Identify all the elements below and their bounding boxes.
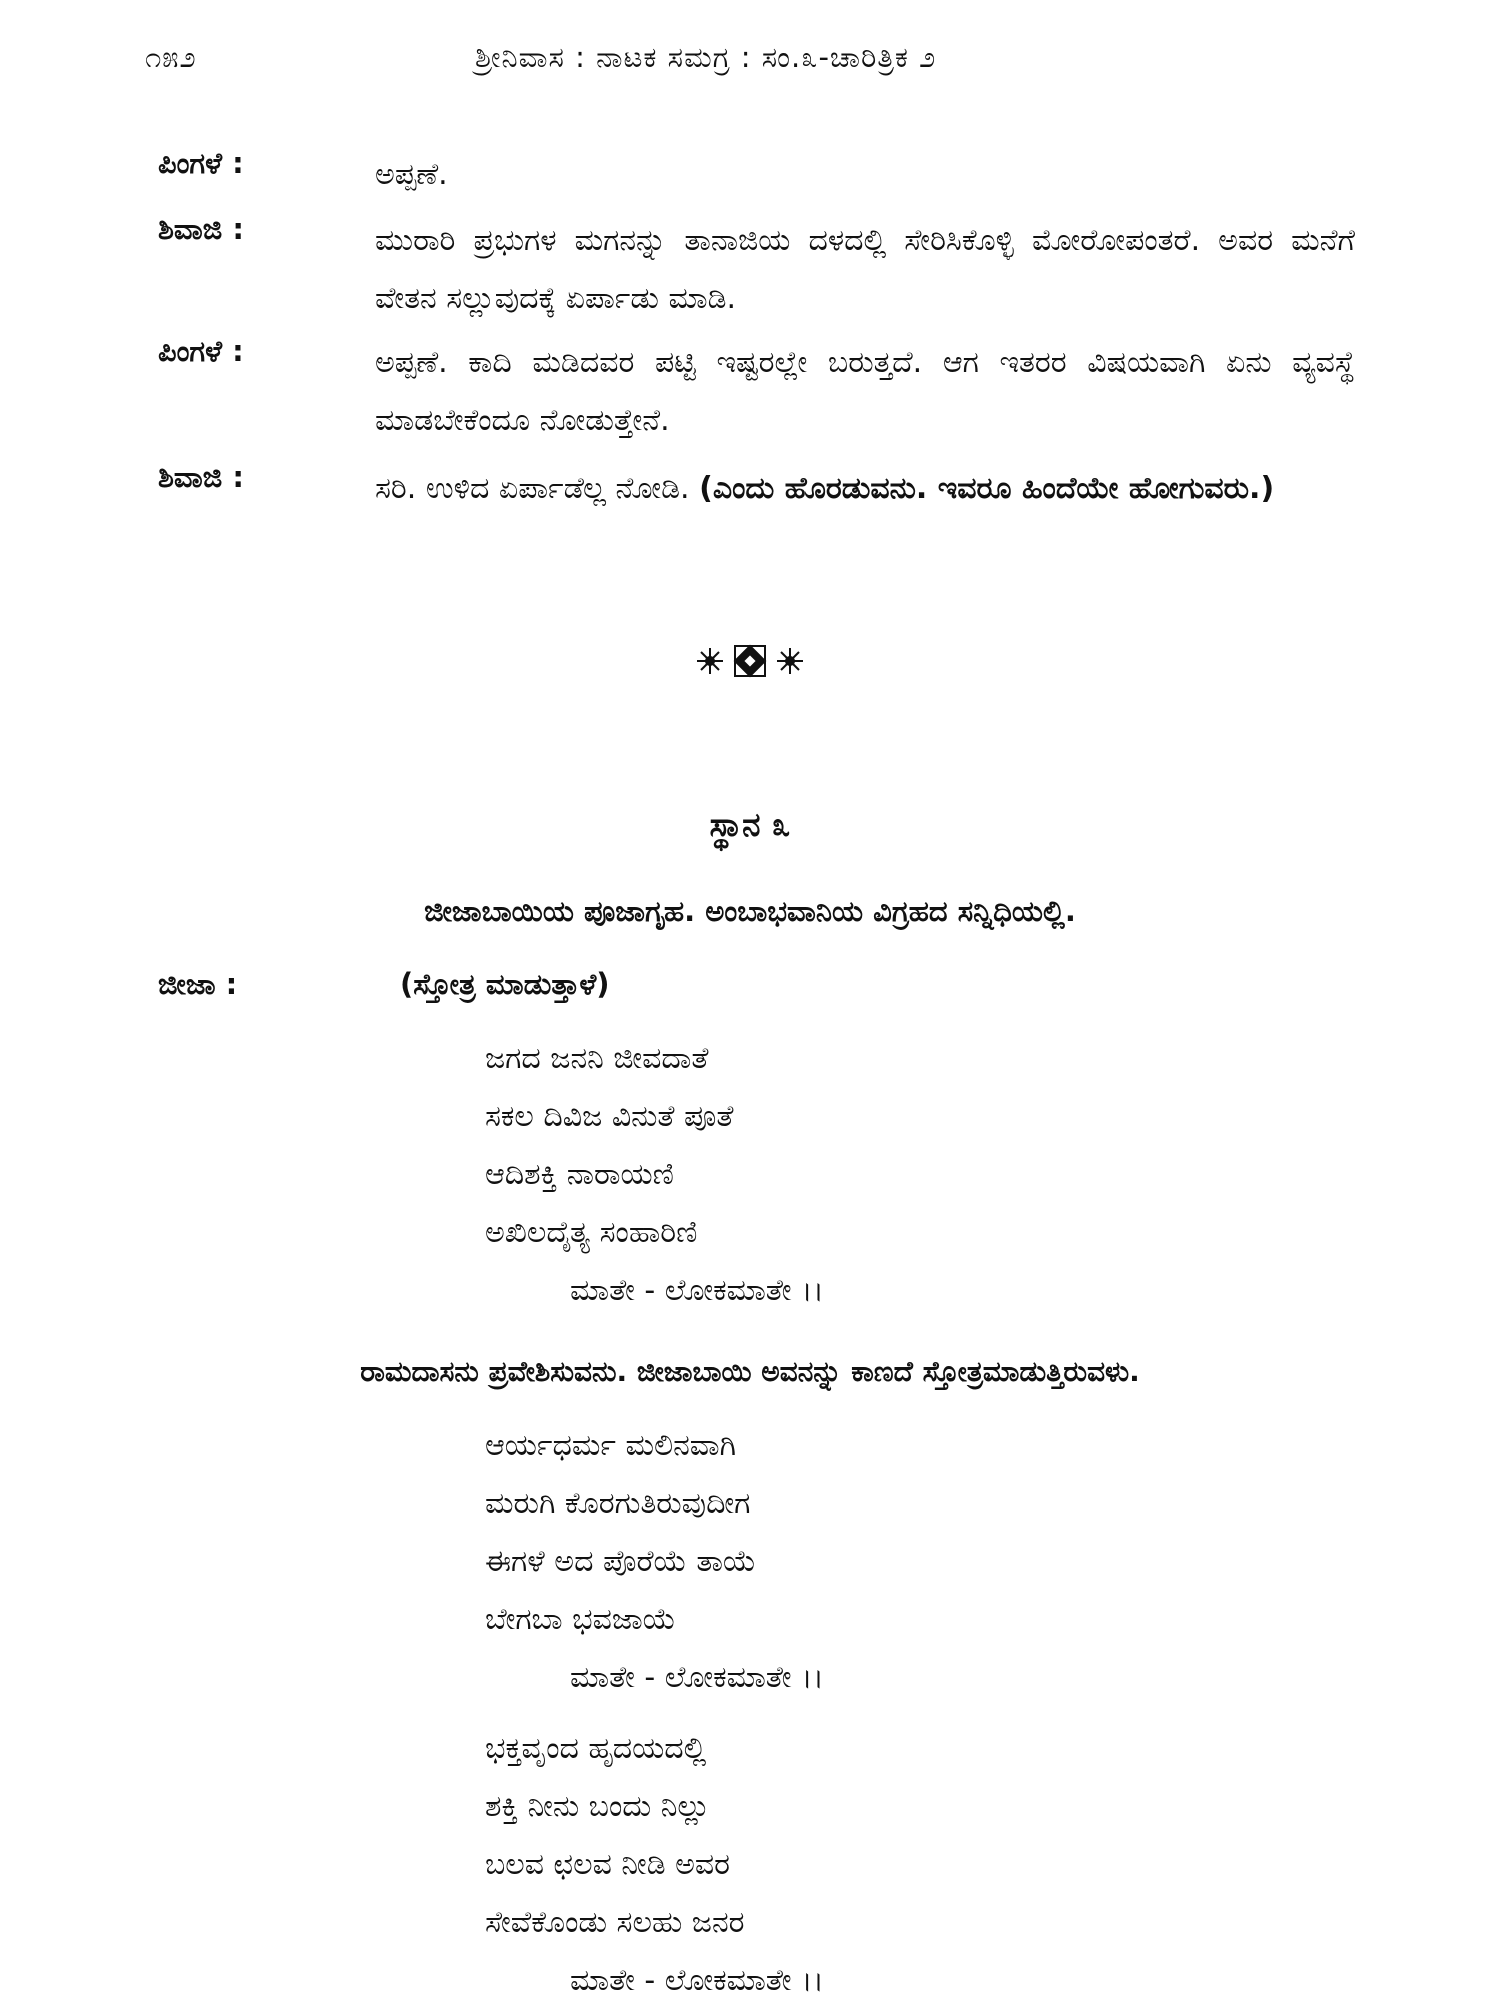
speech-line: ಅಪ್ಪಣೆ. (375, 157, 448, 192)
speech-text (375, 212, 1355, 328)
verse-line: ಬಲವ ಛಲವ ನೀಡಿ ಅವರ (485, 1847, 731, 1882)
verse-line: ಜಗದ ಜನನಿ ಜೀವದಾತೆ (485, 1041, 709, 1076)
page-number: ೧೫೨ (145, 40, 197, 74)
verse-refrain: ಮಾತೇ - ಲೋಕಮಾತೇ ।। (570, 1660, 824, 1695)
stage-direction: (ಎಂದು ಹೊರಡುವನು. ಇವರೂ ಹಿಂದೆಯೇ ಹೋಗುವರು.) (699, 471, 1275, 506)
stage-direction: (ಸ್ತೋತ್ರ ಮಾಡುತ್ತಾಳೆ) (400, 967, 610, 1001)
hymn-stanza (485, 1417, 824, 1707)
verse-line: ಸಕಲ ದಿವಿಜ ವಿನುತೆ ಪೂತೆ (485, 1099, 734, 1134)
speech-text (375, 460, 1355, 518)
stage-direction-interlude: ರಾಮದಾಸನು ಪ್ರವೇಶಿಸುವನು. ಜೀಜಾಬಾಯಿ ಅವನನ್ನು ಕಾಣದೆ ಸ್ತೋತ್ರಮಾಡುತ್ತಿರುವಳು. (360, 1355, 1140, 1388)
speaker-name: ಪಿಂಗಳೆ : (158, 334, 244, 368)
running-title: ಶ್ರೀನಿವಾಸ : ನಾಟಕ ಸಮಗ್ರ : ಸಂ.೩-ಚಾರಿತ್ರಿಕ ೨ (475, 40, 937, 74)
verse-line: ಆದಿಶಕ್ತಿ ನಾರಾಯಣಿ (485, 1157, 674, 1192)
speech-line: ಸರಿ. ಉಳಿದ ಏರ್ಪಾಡೆಲ್ಲ ನೋಡಿ. (375, 471, 700, 506)
speech-text (375, 146, 1355, 204)
verse-line: ಮರುಗಿ ಕೊರಗುತಿರುವುದೀಗ (485, 1486, 751, 1521)
speaker-name: ಜೀಜಾ : (158, 967, 238, 1001)
verse-line: ಶಕ್ತಿ ನೀನು ಬಂದು ನಿಲ್ಲು (485, 1789, 710, 1824)
speaker-name: ಶಿವಾಜಿ : (158, 460, 244, 494)
speech-text (375, 334, 1355, 450)
hymn-stanza (485, 1720, 824, 2010)
speech-line: ಮುರಾರಿ ಪ್ರಭುಗಳ ಮಗನನ್ನು ತಾನಾಜಿಯ ದಳದಲ್ಲಿ ಸೇರಿಸಿಕೊಳ್ಳಿ ಮೋರೋಪಂತರೆ. ಅವರ ಮನೆಗೆ ವೇತನ ಸಲ್ಲುವುದಕ್ಕೆ ಏರ್ಪಾಡು ಮಾಡಿ. (375, 223, 1355, 316)
verse-refrain: ಮಾತೇ - ಲೋಕಮಾತೇ ।। (570, 1273, 824, 1308)
scene-description: ಜೀಜಾಬಾಯಿಯ ಪೂಜಾಗೃಹ. ಅಂಬಾಭವಾನಿಯ ವಿಗ್ರಹದ ಸನ್ನಿಧಿಯಲ್ಲಿ. (424, 894, 1076, 928)
verse-line: ಈಗಳೆ ಅದ ಪೊರೆಯೆ ತಾಯೆ (485, 1544, 757, 1579)
ornament-separator-icon (690, 636, 810, 686)
speech-line: ಅಪ್ಪಣೆ. ಕಾದಿ ಮಡಿದವರ ಪಟ್ಟಿ ಇಷ್ಟರಲ್ಲೇ ಬರುತ್ತದೆ. ಆಗ ಇತರರ ವಿಷಯವಾಗಿ ಏನು ವ್ಯವಸ್ಥೆ ಮಾಡಬೇಕೆಂದೂ ನೋಡುತ್ತೇನೆ. (375, 345, 1355, 438)
verse-line: ಭಕ್ತವೃಂದ ಹೃದಯದಲ್ಲಿ (485, 1731, 707, 1766)
verse-line: ಆರ್ಯಧರ್ಮ ಮಲಿನವಾಗಿ (485, 1428, 737, 1463)
speaker-name: ಶಿವಾಜಿ : (158, 212, 244, 246)
speaker-name: ಪಿಂಗಳೆ : (158, 146, 244, 180)
scene-title: ಸ್ಥಾನ ೩ (709, 805, 791, 844)
verse-refrain: ಮಾತೇ - ಲೋಕಮಾತೇ ।। (570, 1963, 824, 1998)
verse-line: ಬೇಗಬಾ ಭವಜಾಯೆ (485, 1602, 677, 1637)
verse-line: ಸೇವೆಕೊಂಡು ಸಲಹು ಜನರ (485, 1905, 745, 1940)
hymn-stanza (485, 1030, 824, 1320)
page-header (145, 40, 1355, 90)
verse-line: ಅಖಿಲದೈತ್ಯ ಸಂಹಾರಿಣಿ (485, 1215, 698, 1250)
